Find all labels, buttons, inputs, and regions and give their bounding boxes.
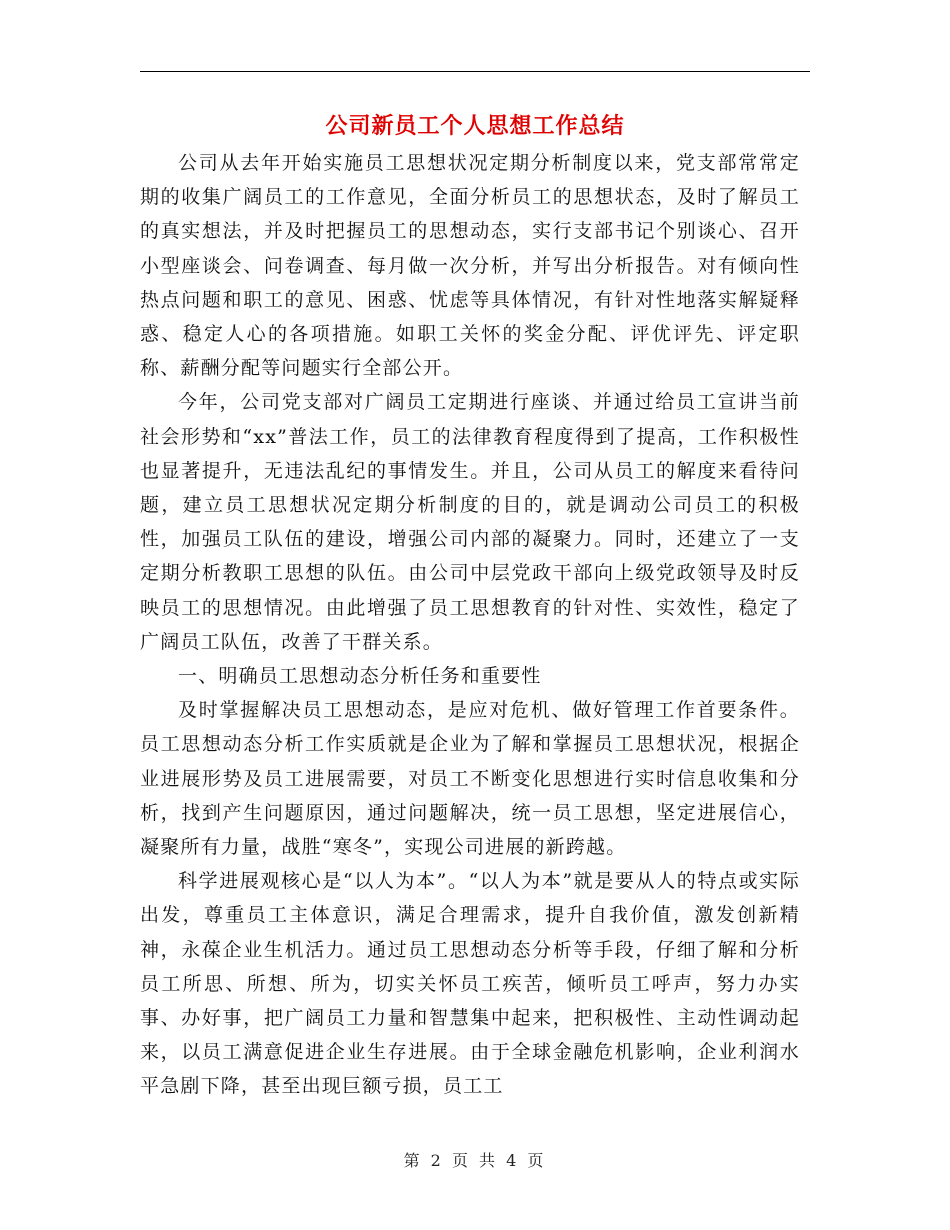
body-paragraph-3: 及时掌握解决员工思想动态，是应对危机、做好管理工作首要条件。员工思想动态分析工作实质就是企业为了解和掌握员工思想状况，根据企业进展形势及员工进展需要，对员工不断变化思想进行实时信息收集和分析，找到产生问题原因，通过问题解决，统一员工思想，坚定进展信心，凝聚所有力量，战胜“寒冬”，实现公司进展的新跨越。 <box>140 699 800 859</box>
header-rule <box>140 71 810 72</box>
page-number-footer: 第 2 页 共 4 页 <box>403 1151 547 1170</box>
body-paragraph-1: 公司从去年开始实施员工思想状况定期分析制度以来，党支部常常定期的收集广阔员工的工作意见，全面分析员工的思想状态，及时了解员工的真实想法，并及时把握员工的思想动态，实行支部书记个别谈心、召开小型座谈会、问卷调查、每月做一次分析，并写出分析报告。对有倾向性热点问题和职工的意见、困惑、忧虑等具体情况，有针对性地落实解疑释惑、稳定人心的各项措施。如职工关怀的奖金分配、评优评先、评定职称、薪酬分配等问题实行全部公开。 <box>140 152 800 380</box>
document-title: 公司新员工个人思想工作总结 <box>325 113 625 139</box>
body-paragraph-4: 科学进展观核心是“以人为本”。“以人为本”就是要从人的特点或实际出发，尊重员工主体意识，满足合理需求，提升自我价值，激发创新精神，永葆企业生机活力。通过员工思想动态分析等手段，仔细了解和分析员工所思、所想、所为，切实关怀员工疾苦，倾听员工呼声，努力办实事、办好事，把广阔员工力量和智慧集中起来，把积极性、主动性调动起来，以员工满意促进企业生存进展。由于全球金融危机影响，企业利润水平急剧下降，甚至出现巨额亏损，员工工 <box>140 870 800 1098</box>
body-paragraph-2: 今年，公司党支部对广阔员工定期进行座谈、并通过给员工宣讲当前社会形势和“xx”普法工作，员工的法律教育程度得到了提高，工作积极性也显著提升，无违法乱纪的事情发生。并且，公司从员工的解度来看待问题，建立员工思想状况定期分析制度的目的，就是调动公司员工的积极性，加强员工队伍的建设，增强公司内部的凝聚力。同时，还建立了一支定期分析教职工思想的队伍。由公司中层党政干部向上级党政领导及时反映员工的思想情况。由此增强了员工思想教育的针对性、实效性，稳定了广阔员工队伍，改善了干群关系。 <box>140 391 800 653</box>
section-heading-1: 一、明确员工思想动态分析任务和重要性 <box>178 665 542 688</box>
document-body <box>140 146 800 1104</box>
